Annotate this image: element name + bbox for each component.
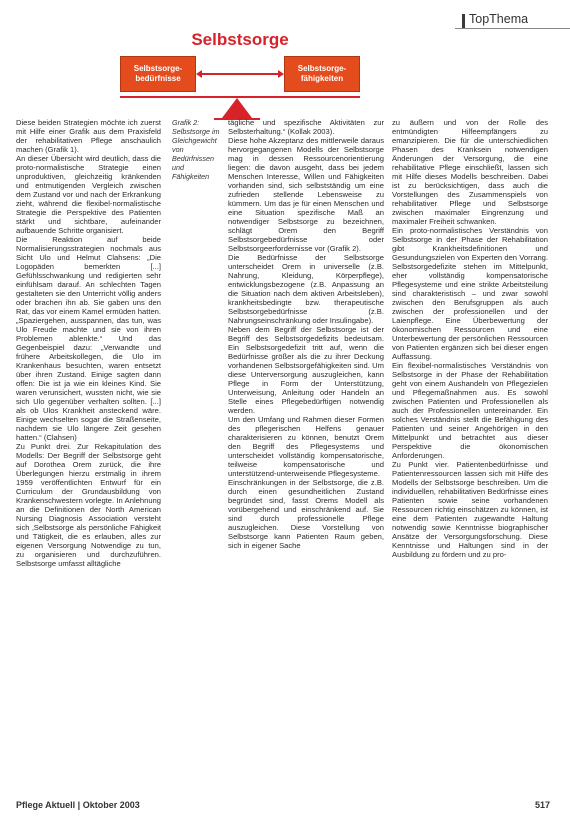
header-rule xyxy=(455,28,570,29)
text-column-2 xyxy=(228,118,384,550)
paragraph: Um den Umfang und Rahmen dieser Formen des pflegerischen Helfens genauer charakterisieren zu können, benutzt Orem den Begriff des Pflegesystems und unterscheidet vollständig kompensatorische, teilweise kompensatorische und unterstützend-unterweisende Pflegesysteme. xyxy=(228,415,384,478)
section-title: TopThema xyxy=(469,12,529,26)
publication-name: Pflege Aktuell | Oktober 2003 xyxy=(16,800,140,810)
paragraph: Ein proto-normalistisches Verständnis von Selbstsorge in der Phase der Rehabilitation gibt Krankheitsdefinitionen und Gesundungszielen von Experten den Vorrang. Selbstsorgedefizite stehen im Mittelpunkt, eher vollständig kompensatorische Pflegesysteme und eine strikte Arbeitsteilung sind charakteristisch – und zwar sowohl zwischen den Berufsgruppen als auch zwischen der professionellen und der Laienpflege. Eine Überbewertung der ökonomischen Ressourcen und eine Unterbewertung der persönlichen Ressourcen von Patienten ergänzen sich bei dieser engen Auffassung. xyxy=(392,226,548,361)
paragraph: Diese hohe Akzeptanz des mittlerweile daraus hervorgegangenen Modells der Selbstsorge mag in dessen Ressourcenorientierung liegen: die davon ausgeht, dass bei jedem Menschen Interesse, Willen und Fähigkeiten vorhanden sind, sich selbstständig um eine zufrieden stellende Lebensweise zu kümmern. Um das je für einen Menschen und eine Situation spezifische Maß an notwendiger Selbstsorge zu bezeichnen, schlägt Orem den Begriff Selbstsorgebedürfnisse oder Selbstsorgeerfordernisse vor (Grafik 2). xyxy=(228,136,384,253)
needs-box: Selbstsorge-bedürfnisse xyxy=(120,56,196,92)
abilities-box: Selbstsorge-fähigkeiten xyxy=(284,56,360,92)
paragraph: An dieser Übersicht wird deutlich, dass die proto-normalistische Strategie einen unproduktiven, gleichzeitig kränkenden und entmutigenden Vergleich zwischen dem Zustand vor und nach der Erkrankung zieht, während die flexibel-normalistische Strategie die Perspektive des Patienten stärkt und sichtbare, aufeinander aufbauende Schritte organisiert. xyxy=(16,154,161,235)
page-number: 517 xyxy=(534,800,550,810)
section-marker xyxy=(462,14,465,28)
paragraph: Die Reaktion auf beide Normalisierungsstrategien nochmals aus Sicht Ulo und Helmut Clahsens: „Die Logopäden bemerkten [...] Gefühlsschwankung und redigierten sehr einfühlsam darauf. An schlechten Tagen gestalteten sie den Unterricht völlig anders oder brachen ihn ab. Sie gaben uns den Rat, das vor einem Kamel ermüden hatten. „Spaziergehen, ausspannen, das tun, was Ulo Freude machte und sie von ihren Problemen ablenkte.“ Und das Gegenbeispiel dazu: „Verwandte und frühere Arbeitskollegen, die Ulo im Krankenhaus besuchten, waren entsetzt über ihren Zustand. Einige sagten dann offen: Die ist ja wie ein kleines Kind. Sie waren verunsichert, wussten nicht, wie sie sich Ulo gegenüber verhalten sollten. [...] als ob Ulos Krankheit ansteckend wäre. Einige wechselten sogar die Straßenseite, nachdem sie Ulo längere Zeit gesehen hatten.“ (Clahsen) xyxy=(16,235,161,442)
caption-column xyxy=(172,118,220,181)
paragraph: Die Bedürfnisse der Selbstsorge unterscheidet Orem in universelle (z.B. Nahrung, Kleidung, Körperpflege), entwicklungsbezogene (z.B. Anpassung an die Situation nach dem aktiven Arbeitsleben), krankheitsbedingte bzw. therapeutische Selbstsorgebedürfnisse (z.B. Nahrungseinschränkung oder Insulingabe). xyxy=(228,253,384,325)
paragraph: zu äußern und von der Rolle des entmündigten Hilfeempfängers zu emanzipieren. Die für die unterschiedlichen Phasen des Kranksein notwendigen Änderungen der Versorgung, die eine rehabilitative Pflege einschließt, lassen sich mit Hilfe dieses Modells beschreiben. Dabei ist zu berücksichtigen, dass auch die Vorstellungen des Zusammenspiels von rehabilitativer Pflege und Selbstsorge zwischen maximaler Eingrenzung und maximaler Freiheit schwanken. xyxy=(392,118,548,226)
page-footer xyxy=(16,800,556,816)
paragraph: Diese beiden Strategien möchte ich zuerst mit Hilfe einer Grafik aus dem Praxisfeld der rehabilitativen Pflege anschaulich machen (Grafik 1). xyxy=(16,118,161,154)
figure-caption: Grafik 2: Selbstsorge im Gleichgewicht von Bedürfnissen und Fähigkeiten xyxy=(172,118,220,181)
paragraph: Neben dem Begriff der Selbstsorge ist der Begriff des Selbstsorgedefizits bedeutsam. Ein Selbstsorgedefizit tritt auf, wenn die Bedürfnisse größer als die zu ihrer Deckung vorhandenen Selbstsorgefähigkeiten sind. Um diese Unterversorgung auszugleichen, kann Pflege in Form der Unterstützung, Unterweisung, Anleitung oder Handeln an Stelle eines Pflegebedürftigen notwendig werden. xyxy=(228,325,384,415)
balance-pivot-icon xyxy=(222,98,252,118)
page-header xyxy=(0,0,570,28)
graphic-title: Selbstsorge xyxy=(191,30,289,49)
double-arrow-icon xyxy=(196,70,284,78)
paragraph: tägliche und spezifische Aktivitäten zur Selbsterhaltung.“ (Kollak 2003). xyxy=(228,118,384,136)
paragraph: Einschränkungen in der Selbstsorge, die z.B. durch einen gesundheitlichen Zustand begründet sind, fasst Orems Modell als vorübergehend und einschränkend auf. Sie sind durch professionelle Pflege auszugleichen. Diese Vorstellung von Selbstsorge kann Patienten Raum geben, sich in eigener Sache xyxy=(228,478,384,550)
paragraph: Ein flexibel-normalistisches Verständnis von Selbstsorge in der Phase der Rehabilitation geht von einem Aushandeln von Pflegezielen und Pflegemaßnahmen aus. Es sowohl zwischen Patienten und Professionellen als auch der Professionellen untereinander. Ein solches Verständnis stellt die Befähigung des Patienten und seiner Angehörigen in den Mittelpunkt und betrachtet aus dieser Perspektive die ökonomischen Anforderungen. xyxy=(392,361,548,460)
paragraph: Zu Punkt vier. Patientenbedürfnisse und Patientenressourcen lassen sich mit Hilfe des Modells der Selbstsorge beschreiben. Um die individuellen, rehabilitativen Bedürfnisse eines Patienten sowie seine vorhandenen Ressourcen richtig einschätzen zu können, ist eine dem Patienten zugewandte Haltung notwendig sowie Kenntnisse biographischer Ansätze der Versorgungsforschung. Diese Kenntnisse und Haltungen sind in der Ausbildung zu fördern und zu pro- xyxy=(392,460,548,559)
paragraph: Zu Punkt drei. Zur Rekapitulation des Modells: Der Begriff der Selbstsorge geht auf Dorothea Orem zurück, die ihre Überlegungen hierzu erstmalig in ihrem 1959 veröffentlichten Entwurf für ein Curriculum der Grundausbildung von Krankenschwestern vorlegte. In Anlehnung an die Definitionen der North American Nursing Diagnosis Association versteht sich ‚Selbstsorge als persönliche Fähigkeit und Tätigkeit, die es erlauben, alles zur eigenen Versorgung Notwendige zu tun, zu organisieren und durchzuführen. Selbstsorge umfasst alltägliche xyxy=(16,442,161,568)
text-column-3 xyxy=(392,118,548,559)
selbstsorge-graphic xyxy=(110,30,370,120)
text-column-1 xyxy=(16,118,161,568)
